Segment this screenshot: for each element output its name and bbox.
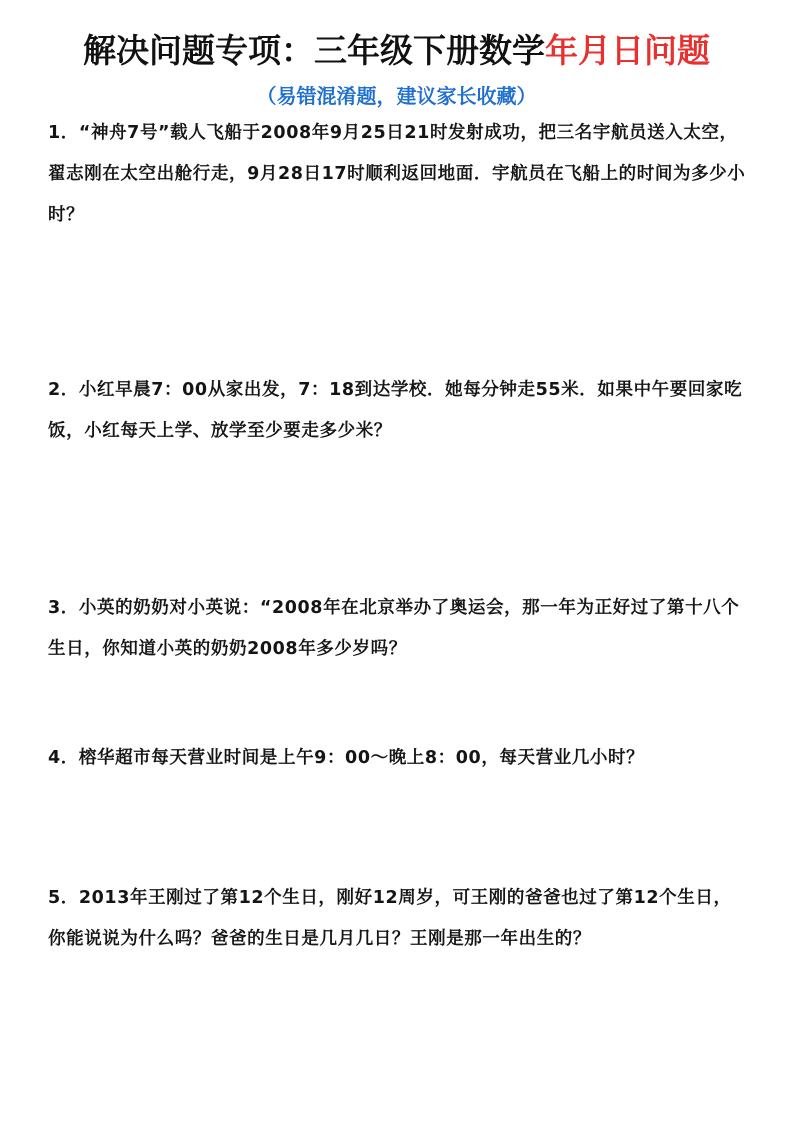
question-5: 5．2013年王刚过了第12个生日，刚好12周岁，可王刚的爸爸也过了第12个生日，你能说说为什么吗？爸爸的生日是几月几日？王刚是那一年出生的？ <box>48 888 732 949</box>
page-title <box>0 28 793 74</box>
title-highlight: 年月日问题 <box>545 31 710 70</box>
question-1: 1．“神舟7号”载人飞船于2008年9月25日21时发射成功，把三名宇航员送入太空，翟志刚在太空出舱行走，9月28日17时顺利返回地面．宇航员在飞船上的时间为多少小时？ <box>48 123 746 225</box>
question-4: 4．榕华超市每天营业时间是上午9：00～晚上8：00，每天营业几小时？ <box>48 748 645 768</box>
question-2: 2．小红早晨7：00从家出发，7：18到达学校．她每分钟走55米．如果中午要回家吃饭，小红每天上学、放学至少要走多少米？ <box>48 380 743 441</box>
question-3: 3．小英的奶奶对小英说：“2008年在北京举办了奥运会，那一年为正好过了第十八个生日，你知道小英的奶奶2008年多少岁吗？ <box>48 598 740 659</box>
page-subtitle: （易错混淆题，建议家长收藏） <box>256 84 537 108</box>
title-main: 解决问题专项：三年级下册数学 <box>83 31 545 70</box>
